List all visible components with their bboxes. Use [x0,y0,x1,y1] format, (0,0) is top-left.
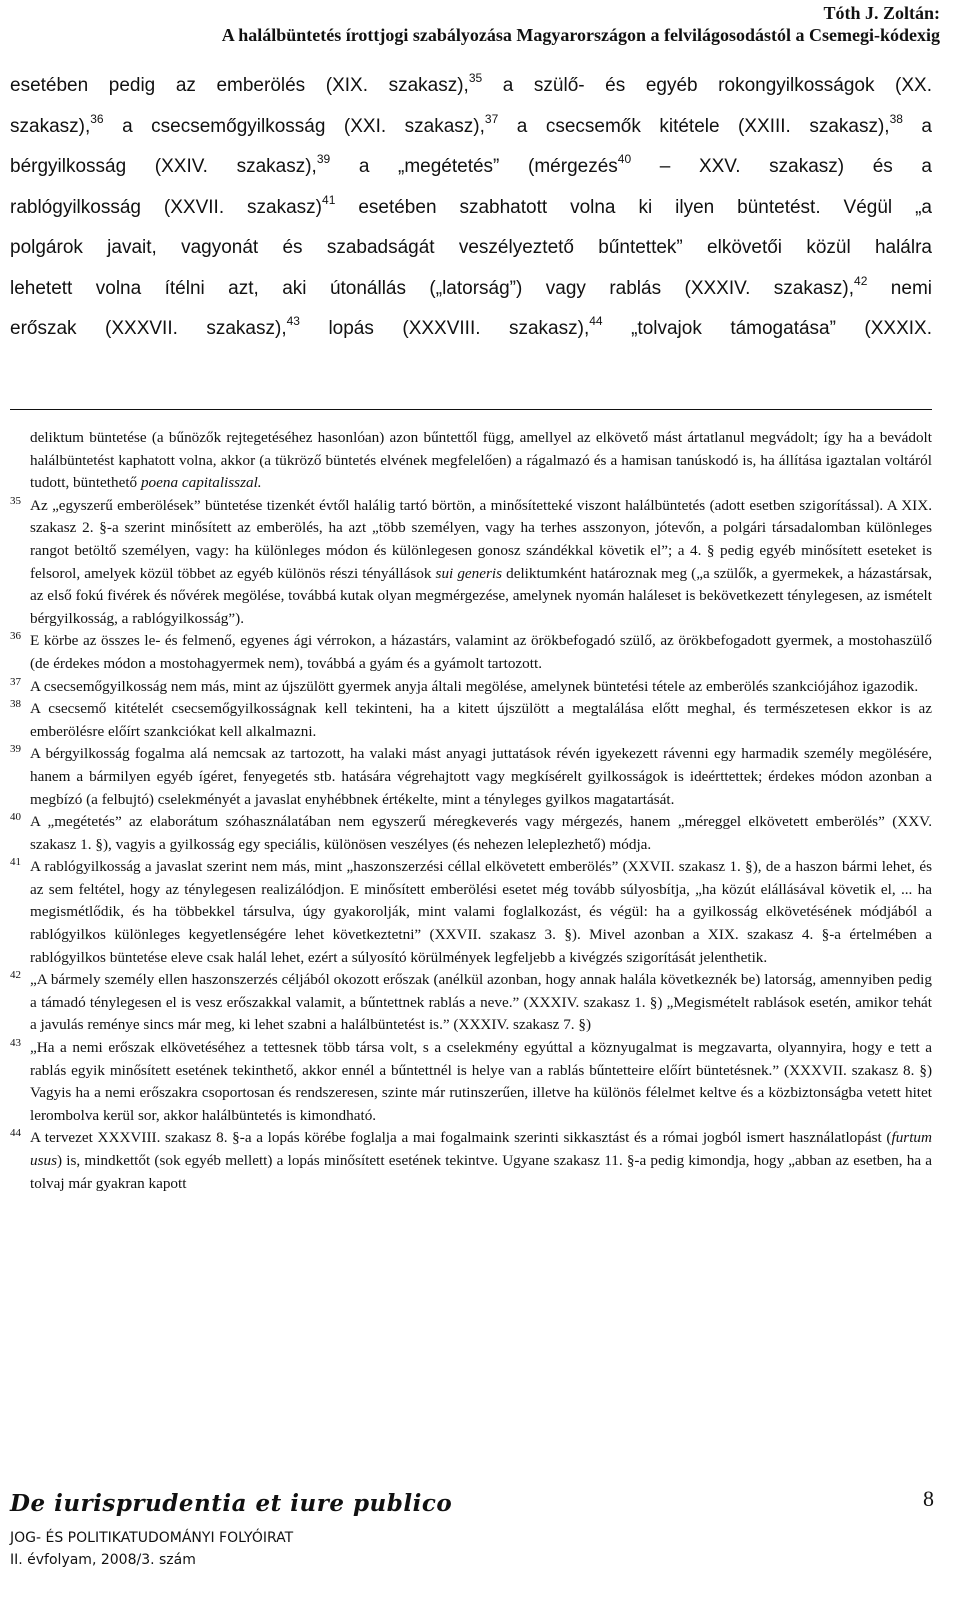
body-text: esetében szabhatott volna ki ilyen büntetést. Végül „a [335,196,932,218]
footnote-text: E körbe az összes le- és felmenő, egyenes ági vérrokon, a házastárs, valamint az örökbefogadó szülő, az örökbefogadott gyermek, a mostohaszülő (de érdekes módon a mostohagyermek nem), továbbá a gyám és a gyámolt tartozott. [30,632,932,672]
page-number: 8 [923,1486,934,1511]
header-title: A halálbüntetés írottjogi szabályozása Magyarországon a felvilágosodástól a Csemegi-kódexig [221,25,940,45]
footnote-ref: 35 [468,71,483,85]
footnote-text: A rablógyilkosság a javaslat szerint nem más, mint „haszonszerzési céllal elkövetett emberölés” (XXVII. szakasz 1. §), de a haszon bármi lehet, és az sem feltétel, hogy az ténylegesen realizálódjon. E minősített emberölési esetet még tovább súlyosbítja, „ha közút elállásával követik el, ... ha megismétlődik, és ha többekkel társulva, úgy gyakorolják, mint valami foglalkozást, és végül: ha a gyilkosság elkövetésének módjából a rablógyilkos különleges kegyetlenségére lehet következtetni” (XXVII. szakasz 3. §). Mivel azonban a XIX. szakasz 4. §-a értelmében a rablógyilkos büntetése eleve csak halál lehet, ezért a súlyosító körülmények legfeljebb a kivégzés szigorítását jelenthetik. [30,858,932,966]
footnote-text: A tervezet XXXVIII. szakasz 8. §-a a lopás körébe foglalja a mai fogalmaink szerinti sikkasztást és a római jogból ismert használatlopást ( [30,1129,892,1147]
footnote [10,676,932,699]
footnote-ref: 38 [889,111,903,126]
footnote-ref: 39 [316,152,331,166]
body-text: polgárok javait, vagyonát és szabadságát veszélyeztető bűntettek” elkövetői közül halálra [10,237,932,258]
footnote-ref: 42 [854,273,868,288]
footnote-separator [10,409,932,410]
footnote-continuation-text: deliktum büntetése (a bűnözők rejtegetéséhez hasonlóan) azon bűntettől függ, amellyel az elkövető mást ártatlanul megvádolt; így ha a bevádolt halálbüntetést kaphatott volna, akkor (a tükröző büntetés elvének megfelelően) a rágalmazó és a hamisan tanúskodó is, ha állítása igaztalan voltáról tudott, büntethető [30,429,932,492]
footnote [10,1037,932,1127]
footnote [10,698,932,743]
footnotes-section [10,427,932,1195]
footnote-number: 41 [10,856,21,869]
footnote-text: „A bármely személy ellen haszonszerzés céljából okozott erőszak (anélkül azonban, hogy annak halála következnék be) latorság, amennyiben pedig a támadó ténylegesen el is vesz erőszakkal valamit, a bűntettnek rablás a neve.” (XXXIV. szakasz 1. §) „Megismételt rablások esetén, amikor tehát a javulás reménye sincs már meg, ki lehet szabni a halálbüntetést is.” (XXXIV. szakasz 7. §) [30,971,932,1034]
footnote-number: 35 [10,494,21,507]
footnote-text: deliktumként határoznak meg („a szülők, a gyermekek, a házastársak, az első fokú fivérek és nővérek megölése, továbbá kutak olyan megmérgezése, amelynek nyomán haláleset is bekövetkezett ténylegesen, az ismételt bérgyilkosság, a rablógyilkosság”). [30,564,932,627]
journal-title-logo: De iurisprudentia et iure publico [10,1490,453,1517]
footnote-text: A csecsemő kitételét csecsemőgyilkosságnak kell tekinteni, ha a kitett újszülött a megtalálása előtt meghal, és természetesen ekkor is az emberölésre előírt szankciókat kell alkalmazni. [30,700,932,740]
body-line [10,107,932,148]
footnote-number: 40 [10,811,21,824]
journal-subtitle: JOG- ÉS POLITIKATUDOMÁNYI FOLYÓIRAT [10,1530,294,1546]
footnote-text: A bérgyilkosság fogalma alá nemcsak az tartozott, ha valaki mást anyagi juttatások révén igyekezett rávenni egy harmadik személy megölésére, hanem a bármilyen egyéb ígéret, fenyegetés stb. hatására végrehajtott vagy megkísérelt gyilkosságok is ideérttettek; érdekes módon azonban a megbízó (a felbujtó) cselekményét a javaslat enyhébbnek értékelte, mint a tényleges gyilkos magatartását. [30,745,932,808]
body-text: a „megétetés” (mérgezés [330,156,618,177]
body-line [10,269,932,310]
footnote-text: A csecsemőgyilkosság nem más, mint az újszülött gyermek anyja általi megölése, amelynek büntetési tétele az emberölés szankciójához igazodik. [30,677,919,695]
body-text: a szülő- és egyéb rokongyilkosságok (XX. [482,75,933,96]
body-text: a [902,115,933,137]
footnote-italic-text: sui generis [435,564,503,582]
footnote [10,630,932,675]
body-text: – XXV. szakasz) és a [631,156,932,177]
footnote [10,969,932,1037]
footnote-ref: 37 [484,111,499,126]
footnote-number: 38 [10,698,21,711]
body-text: bérgyilkosság (XXIV. szakasz), [10,156,317,177]
header-author: Tóth J. Zoltán: [823,3,940,23]
footnote-ref: 44 [589,314,603,328]
footnote-continuation [10,427,932,495]
footnote [10,856,932,969]
footnote-ref: 40 [617,152,632,166]
footnote [10,495,932,631]
running-header [10,2,940,46]
body-line [10,66,932,107]
footnote [10,743,932,811]
footnote-text: Az „egyszerű emberölések” büntetése tizenkét évtől halálig tartó börtön, a minősítetteké viszont halálbüntetés (adott esetben szigorítással). A XIX. szakasz 2. §-a szerint minősített az emberölés, ha azt „több személyen, vagy ha terhes asszonyon, jótevőn, a polgári társadalomban különleges rangot betöltő személyen, vagy: ha különleges módon és különlegesen gonosz szándékkal követik el”; a 4. § pedig egyéb minősített eseteket is felsorol, amelyek közül többet az egyéb különös részi tényállások [30,496,932,582]
footnote-number: 42 [10,969,21,982]
body-text: nemi [867,277,932,299]
footnote-ref: 36 [90,111,104,126]
body-text: „tolvajok támogatása” (XXXIX. [602,318,932,339]
body-line [10,147,932,188]
footnote-text: ) is, mindkettőt (sok egyéb mellett) a lopás minősített esetének tekintve. Ugyane szakasz 11. §-a pedig kimondja, hogy „abban az esetben, ha a tolvaj már gyakran kapott [30,1152,932,1192]
footnote-continuation-italic: poena capitalisszal. [140,474,262,492]
footnote-number: 43 [10,1037,21,1050]
footnote-italic-text: furtum usus [30,1129,932,1169]
journal-issue: II. évfolyam, 2008/3. szám [10,1552,196,1568]
body-text: a csecsemők kitétele (XXIII. szakasz), [498,115,890,137]
footnote [10,811,932,856]
body-line [10,188,932,229]
body-text: esetében pedig az emberölés (XIX. szakasz), [10,75,469,96]
footnote-number: 37 [10,675,21,688]
footnote-text: A „megétetés” az elaborátum szóhasználatában nem egyszerű méregkeverés vagy mérgezés, hanem „méreggel elkövetett emberölés” (XXV. szakasz 1. §), vagyis a gyilkosság egy speciális, különösen veszélyes (és nehezen leleplezhető) módja. [30,813,932,853]
footnote-number: 36 [10,630,21,643]
body-text: rablógyilkosság (XXVII. szakasz) [10,196,323,218]
body-text: lehetett volna ítélni azt, aki útonállás („latorság”) vagy rablás (XXXIV. szakasz), [10,277,855,299]
body-text: erőszak (XXXVII. szakasz), [10,318,287,339]
footnote-ref: 41 [322,192,336,207]
main-body-text [10,66,932,350]
footnote-ref: 43 [286,314,300,328]
body-text: lopás (XXXVIII. szakasz), [299,318,590,339]
footnote-number: 44 [10,1127,21,1140]
footnote [10,1127,932,1195]
footnote-text: „Ha a nemi erőszak elkövetéséhez a tettesnek több társa volt, s a cselekmény egyúttal a köznyugalmat is megzavarta, olyannyira, hogy e tett a rablás egyik minősített esetének tekinthető, akkor ennél a bűntettnél is helye van a rablás bűntetteire előírt büntetésnek.” (XXXVII. szakasz 8. §) Vagyis ha a nemi erőszakra csoportosan és rendszeresen, szinte már rutinszerűen, illetve ha különös félelmet keltve és a közbiztonságba vetett hitet lerombolva kerül sor, akkor halálbüntetés is kimondható. [30,1039,932,1124]
body-line [10,309,932,350]
footnote-number: 39 [10,743,21,756]
body-line [10,228,932,269]
body-text: szakasz), [10,115,91,137]
body-text: a csecsemőgyilkosság (XXI. szakasz), [103,115,485,137]
